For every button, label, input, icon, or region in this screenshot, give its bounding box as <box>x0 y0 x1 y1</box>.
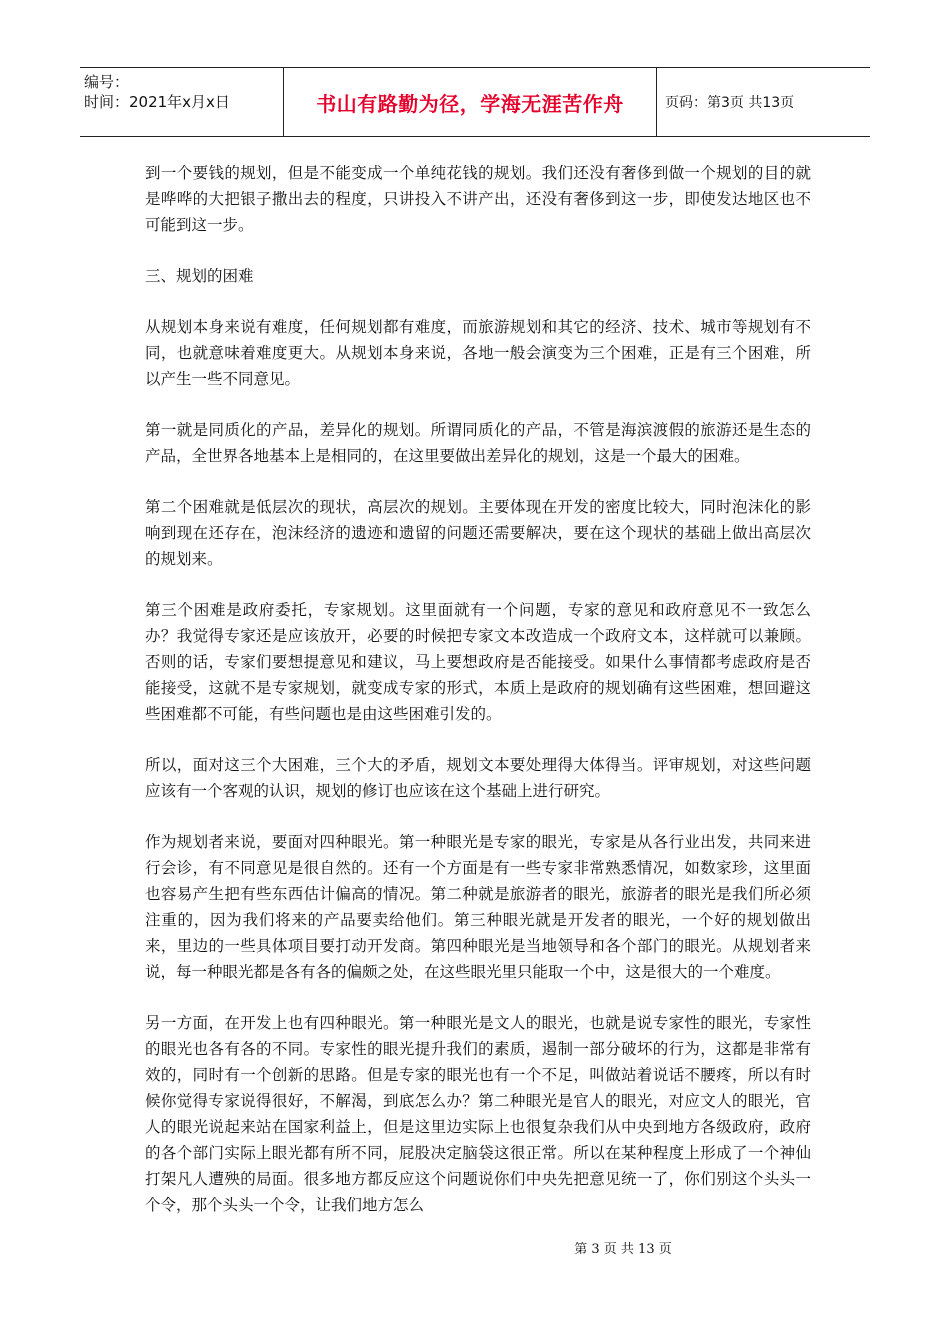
document-time-label: 时间：2021年x月x日 <box>84 93 230 111</box>
document-body <box>145 160 811 1243</box>
document-header <box>80 67 870 137</box>
section-heading: 三、规划的困难 <box>145 267 254 285</box>
paragraph: 第三个困难是政府委托，专家规划。这里面就有一个问题，专家的意见和政府意见不一致怎么办？我觉得专家还是应该放开，必要的时候把专家文本改造成一个政府文本，这样就可以兼顾。否则的话，专家们要想提意见和建议，马上要想政府是否能接受。如果什么事情都考虑政府是否能接受，这就不是专家规划，就变成专家的形式，本质上是政府的规划确有这些困难，想回避这些困难都不可能，有些问题也是由这些困难引发的。 <box>145 601 811 723</box>
page-footer <box>0 1238 950 1257</box>
footer-page-number: 第 3 页 共 13 页 <box>574 1242 672 1257</box>
header-page-info: 页码：第3页 共13页 <box>665 95 795 111</box>
paragraph: 另一方面，在开发上也有四种眼光。第一种眼光是文人的眼光，也就是说专家性的眼光，专家性的眼光也各有各的不同。专家性的眼光提升我们的素质，遏制一部分破坏的行为，这都是非常有效的，同时有一个创新的思路。但是专家的眼光也有一个不足，叫做站着说话不腰疼，所以有时候你觉得专家说得很好，不解渴，到底怎么办？第二种眼光是官人的眼光，对应文人的眼光，官人的眼光说起来站在国家利益上，但是这里边实际上也很复杂我们从中央到地方各级政府，政府的各个部门实际上眼光都有所不同，屁股决定脑袋这很正常。所以在某种程度上形成了一个神仙打架凡人遭殃的局面。很多地方都反应这个问题说你们中央先把意见统一了，你们别这个头头一个令，那个头头一个令，让我们地方怎么 <box>145 1014 811 1214</box>
header-left-cell <box>80 68 283 136</box>
header-motto-cell <box>283 68 657 136</box>
paragraph: 到一个要钱的规划，但是不能变成一个单纯花钱的规划。我们还没有奢侈到做一个规划的目的就是哗哗的大把银子撒出去的程度，只讲投入不讲产出，还没有奢侈到这一步，即使发达地区也不可能到这一步。 <box>145 164 811 234</box>
paragraph: 从规划本身来说有难度，任何规划都有难度，而旅游规划和其它的经济、技术、城市等规划有不同，也就意味着难度更大。从规划本身来说，各地一般会演变为三个困难，正是有三个困难，所以产生一些不同意见。 <box>145 318 811 388</box>
paragraph: 第二个困难就是低层次的现状，高层次的规划。主要体现在开发的密度比较大，同时泡沫化的影响到现在还存在，泡沫经济的遗迹和遗留的问题还需要解决，要在这个现状的基础上做出高层次的规划来。 <box>145 498 811 568</box>
header-motto: 书山有路勤为径，学海无涯苦作舟 <box>316 91 624 116</box>
paragraph: 作为规划者来说，要面对四种眼光。第一种眼光是专家的眼光，专家是从各行业出发，共同来进行会诊，有不同意见是很自然的。还有一个方面是有一些专家非常熟悉情况，如数家珍，这里面也容易产生把有些东西估计偏高的情况。第二种就是旅游者的眼光，旅游者的眼光是我们所必须注重的，因为我们将来的产品要卖给他们。第三种眼光就是开发者的眼光，一个好的规划做出来，里边的一些具体项目要打动开发商。第四种眼光是当地领导和各个部门的眼光。从规划者来说，每一种眼光都是各有各的偏颇之处，在这些眼光里只能取一个中，这是很大的一个难度。 <box>145 833 811 981</box>
paragraph: 所以，面对这三个大困难，三个大的矛盾，规划文本要处理得大体得当。评审规划，对这些问题应该有一个客观的认识，规划的修订也应该在这个基础上进行研究。 <box>145 756 811 800</box>
header-page-cell <box>657 68 870 136</box>
paragraph: 第一就是同质化的产品，差异化的规划。所谓同质化的产品，不管是海滨渡假的旅游还是生态的产品，全世界各地基本上是相同的，在这里要做出差异化的规划，这是一个最大的困难。 <box>145 421 811 465</box>
document-number-label: 编号： <box>84 73 130 91</box>
